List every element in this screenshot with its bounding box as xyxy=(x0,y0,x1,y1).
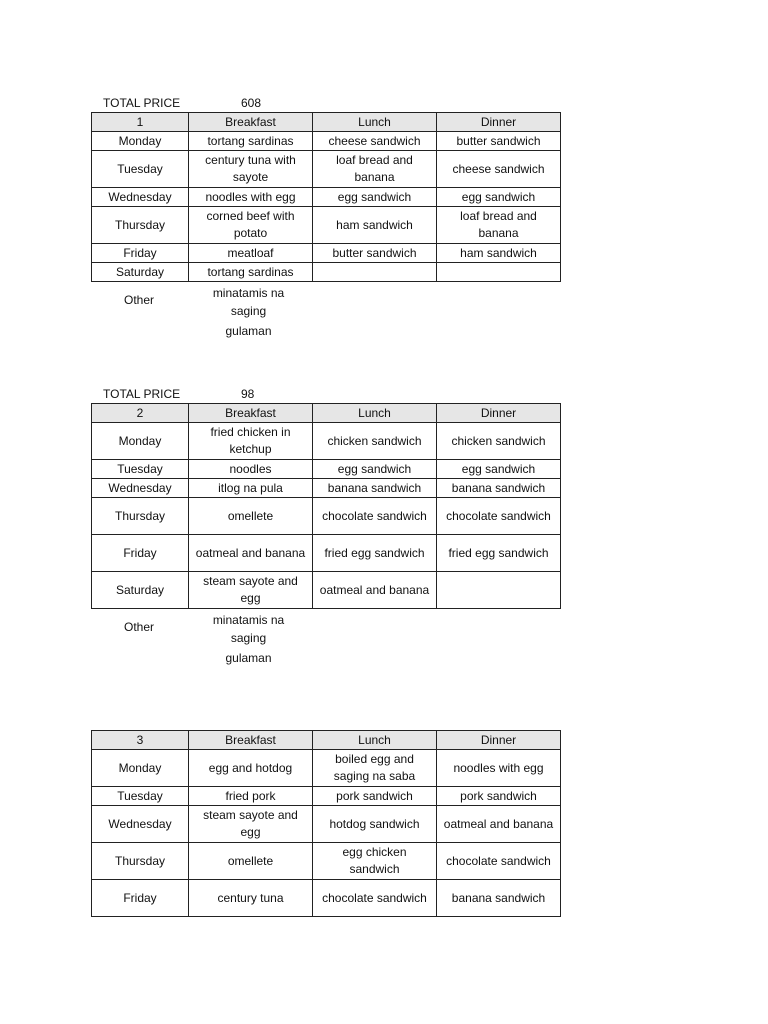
breakfast-cell: egg and hotdog xyxy=(189,750,313,787)
dinner-cell: loaf bread and banana xyxy=(437,207,561,244)
table-row xyxy=(92,787,561,806)
table-header-row xyxy=(92,404,561,423)
meal-plan-3 xyxy=(91,730,557,917)
dinner-cell: banana sandwich xyxy=(437,479,561,498)
dinner-cell: chicken sandwich xyxy=(437,423,561,460)
breakfast-cell: century tuna xyxy=(189,880,313,917)
breakfast-cell: century tuna with sayote xyxy=(189,151,313,188)
table-row xyxy=(92,498,561,535)
breakfast-cell: noodles with egg xyxy=(189,188,313,207)
breakfast-cell: steam sayote and egg xyxy=(189,572,313,609)
day-cell: Friday xyxy=(92,535,189,572)
lunch-cell: cheese sandwich xyxy=(313,132,437,151)
day-cell: Tuesday xyxy=(92,151,189,188)
table-row xyxy=(92,806,561,843)
breakfast-cell: fried chicken in ketchup xyxy=(189,423,313,460)
day-cell: Tuesday xyxy=(92,787,189,806)
other-item: gulaman xyxy=(225,651,272,665)
dinner-cell xyxy=(437,572,561,609)
lunch-cell: egg chicken sandwich xyxy=(313,843,437,880)
breakfast-cell: tortang sardinas xyxy=(189,132,313,151)
breakfast-cell: omellete xyxy=(189,498,313,535)
lunch-cell xyxy=(313,263,437,282)
dinner-cell: oatmeal and banana xyxy=(437,806,561,843)
day-cell: Wednesday xyxy=(92,806,189,843)
total-price-value: 98 xyxy=(241,387,255,401)
plan-number: 1 xyxy=(92,113,189,132)
lunch-cell: pork sandwich xyxy=(313,787,437,806)
table-row xyxy=(92,244,561,263)
dinner-cell: chocolate sandwich xyxy=(437,843,561,880)
dinner-cell: cheese sandwich xyxy=(437,151,561,188)
table-row xyxy=(92,151,561,188)
meal-plan-1 xyxy=(91,94,557,340)
plan-number: 3 xyxy=(92,731,189,750)
dinner-cell: pork sandwich xyxy=(437,787,561,806)
lunch-cell: chocolate sandwich xyxy=(313,880,437,917)
header-breakfast: Breakfast xyxy=(189,731,313,750)
dinner-cell: noodles with egg xyxy=(437,750,561,787)
lunch-cell: fried egg sandwich xyxy=(313,535,437,572)
dinner-cell: banana sandwich xyxy=(437,880,561,917)
other-item: saging xyxy=(230,631,267,645)
meal-table xyxy=(91,403,561,609)
dinner-cell: butter sandwich xyxy=(437,132,561,151)
day-cell: Thursday xyxy=(92,498,189,535)
lunch-cell: oatmeal and banana xyxy=(313,572,437,609)
dinner-cell: ham sandwich xyxy=(437,244,561,263)
table-row xyxy=(92,460,561,479)
total-price-label: TOTAL PRICE xyxy=(103,387,181,401)
table-row xyxy=(92,188,561,207)
breakfast-cell: itlog na pula xyxy=(189,479,313,498)
total-price-label: TOTAL PRICE xyxy=(103,96,181,110)
other-items xyxy=(187,282,310,340)
other-item: minatamis na xyxy=(212,286,285,300)
day-cell: Saturday xyxy=(92,263,189,282)
header-dinner: Dinner xyxy=(437,404,561,423)
header-dinner: Dinner xyxy=(437,113,561,132)
breakfast-cell: meatloaf xyxy=(189,244,313,263)
table-row xyxy=(92,535,561,572)
header-breakfast: Breakfast xyxy=(189,113,313,132)
table-row xyxy=(92,263,561,282)
lunch-cell: egg sandwich xyxy=(313,188,437,207)
header-dinner: Dinner xyxy=(437,731,561,750)
breakfast-cell: fried pork xyxy=(189,787,313,806)
total-price-row xyxy=(91,94,557,112)
meal-table xyxy=(91,730,561,917)
breakfast-cell: steam sayote and egg xyxy=(189,806,313,843)
day-cell: Saturday xyxy=(92,572,189,609)
dinner-cell: egg sandwich xyxy=(437,188,561,207)
breakfast-cell: omellete xyxy=(189,843,313,880)
day-cell: Wednesday xyxy=(92,188,189,207)
breakfast-cell: tortang sardinas xyxy=(189,263,313,282)
plan-number: 2 xyxy=(92,404,189,423)
table-row xyxy=(92,132,561,151)
meal-plan-2 xyxy=(91,385,557,667)
day-cell: Thursday xyxy=(92,207,189,244)
header-lunch: Lunch xyxy=(313,113,437,132)
table-row xyxy=(92,423,561,460)
other-item: saging xyxy=(230,304,267,318)
lunch-cell: chocolate sandwich xyxy=(313,498,437,535)
dinner-cell: egg sandwich xyxy=(437,460,561,479)
day-cell: Friday xyxy=(92,244,189,263)
table-row xyxy=(92,750,561,787)
other-section xyxy=(91,609,557,667)
table-row xyxy=(92,207,561,244)
meal-table xyxy=(91,112,561,282)
table-header-row xyxy=(92,113,561,132)
other-item: minatamis na xyxy=(212,613,285,627)
total-price-row xyxy=(91,385,557,403)
other-items xyxy=(187,609,310,667)
total-price-value: 608 xyxy=(241,96,262,110)
day-cell: Monday xyxy=(92,132,189,151)
table-header-row xyxy=(92,731,561,750)
other-item: gulaman xyxy=(225,324,272,338)
day-cell: Friday xyxy=(92,880,189,917)
day-cell: Monday xyxy=(92,750,189,787)
day-cell: Tuesday xyxy=(92,460,189,479)
table-row xyxy=(92,880,561,917)
lunch-cell: banana sandwich xyxy=(313,479,437,498)
lunch-cell: loaf bread and banana xyxy=(313,151,437,188)
table-row xyxy=(92,843,561,880)
breakfast-cell: oatmeal and banana xyxy=(189,535,313,572)
dinner-cell xyxy=(437,263,561,282)
other-label: Other xyxy=(123,620,154,634)
day-cell: Thursday xyxy=(92,843,189,880)
dinner-cell: fried egg sandwich xyxy=(437,535,561,572)
other-label: Other xyxy=(123,293,154,307)
breakfast-cell: corned beef with potato xyxy=(189,207,313,244)
table-row xyxy=(92,479,561,498)
day-cell: Wednesday xyxy=(92,479,189,498)
header-lunch: Lunch xyxy=(313,731,437,750)
dinner-cell: chocolate sandwich xyxy=(437,498,561,535)
header-lunch: Lunch xyxy=(313,404,437,423)
lunch-cell: boiled egg and saging na saba xyxy=(313,750,437,787)
lunch-cell: hotdog sandwich xyxy=(313,806,437,843)
table-row xyxy=(92,572,561,609)
breakfast-cell: noodles xyxy=(189,460,313,479)
lunch-cell: chicken sandwich xyxy=(313,423,437,460)
day-cell: Monday xyxy=(92,423,189,460)
other-section xyxy=(91,282,557,340)
lunch-cell: butter sandwich xyxy=(313,244,437,263)
header-breakfast: Breakfast xyxy=(189,404,313,423)
lunch-cell: egg sandwich xyxy=(313,460,437,479)
lunch-cell: ham sandwich xyxy=(313,207,437,244)
